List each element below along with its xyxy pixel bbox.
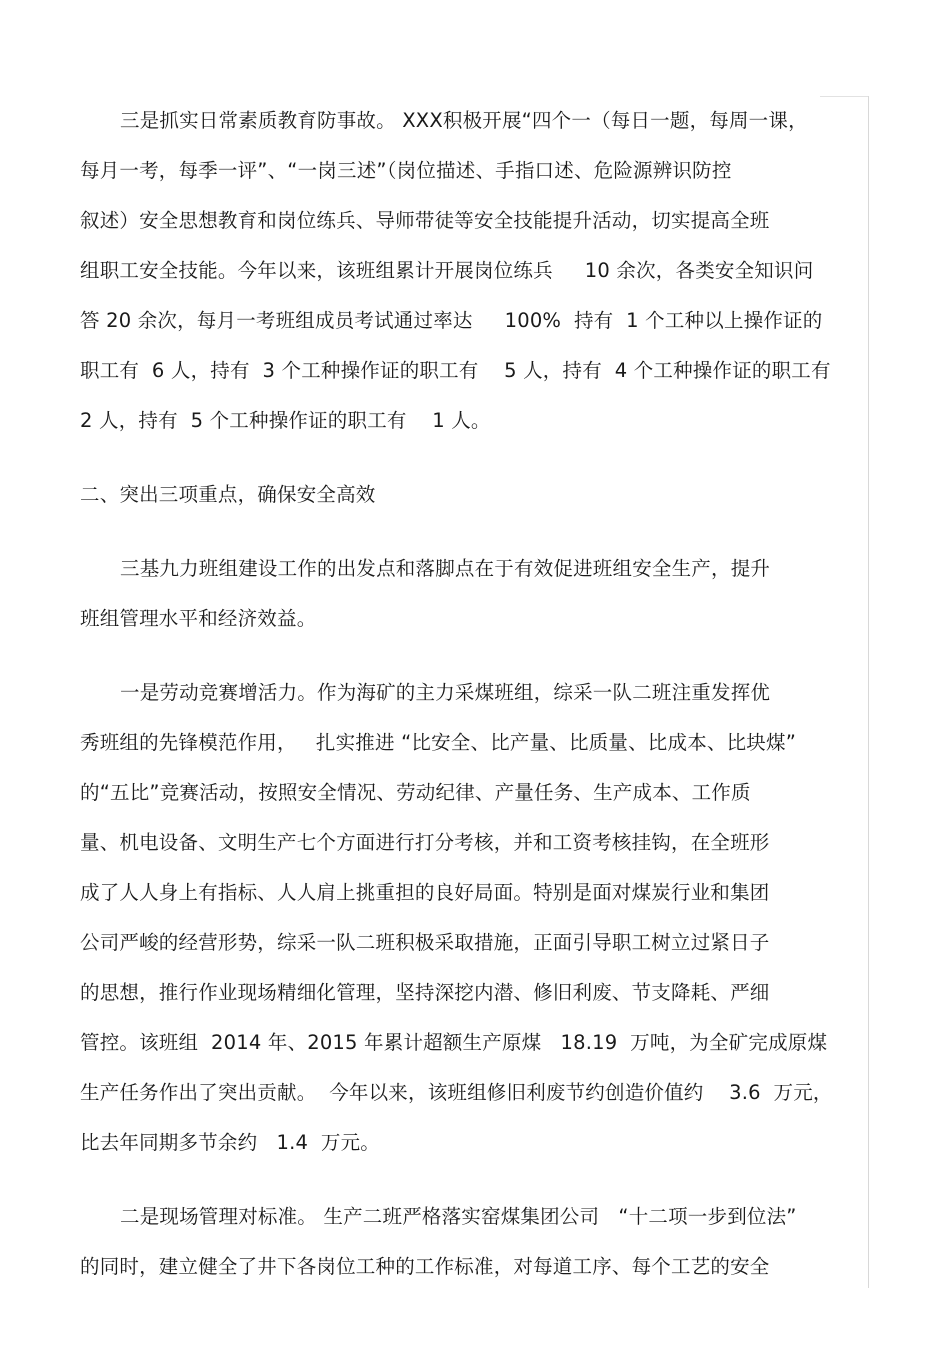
text-line: 公司严峻的经营形势，综采一队二班积极采取措施，正面引导职工树立过紧日子 — [80, 931, 770, 954]
paragraph-gap — [80, 1168, 870, 1192]
text-line: 生产任务作出了突出贡献。 今年以来，该班组修旧利废节约创造价值约 3.6 万元， — [80, 1081, 833, 1104]
paragraph-gap — [80, 644, 870, 668]
heading-line: 二、突出三项重点，确保安全高效 — [80, 483, 376, 506]
paragraph-gap — [80, 520, 870, 544]
document-body — [80, 96, 870, 1292]
text-line: 比去年同期多节余约 1.4 万元。 — [80, 1131, 381, 1154]
text-line: 叙述）安全思想教育和岗位练兵、导师带徒等安全技能提升活动，切实提高全班 — [80, 209, 770, 232]
text-line: 职工有 6 人，持有 3 个工种操作证的职工有 5 人，持有 4 个工种操作证的职工有 — [80, 359, 831, 382]
text-line: 二是现场管理对标准。 生产二班严格落实窑煤集团公司 “十二项一步到位法” — [120, 1205, 797, 1228]
paragraph-gap — [80, 446, 870, 470]
text-line: 的思想，推行作业现场精细化管理，坚持深挖内潜、修旧利废、节支降耗、严细 — [80, 981, 770, 1004]
text-line: 组职工安全技能。今年以来，该班组累计开展岗位练兵 10 余次，各类安全知识问 — [80, 259, 814, 282]
text-line: 的“五比”竞赛活动，按照安全情况、劳动纪律、产量任务、生产成本、工作质 — [80, 781, 751, 804]
paragraph-site-management — [80, 1192, 870, 1292]
text-line: 的同时，建立健全了井下各岗位工种的工作标准，对每道工序、每个工艺的安全 — [80, 1255, 770, 1278]
text-line: 成了人人身上有指标、人人肩上挑重担的良好局面。特别是面对煤炭行业和集团 — [80, 881, 770, 904]
section-heading — [80, 470, 870, 520]
paragraph-quality-education — [80, 96, 870, 446]
text-line: 2 人，持有 5 个工种操作证的职工有 1 人。 — [80, 409, 491, 432]
text-line: 管控。该班组 2014 年、2015 年累计超额生产原煤 18.19 万吨，为全矿完成原煤 — [80, 1031, 828, 1054]
text-line: 每月一考，每季一评”、“一岗三述”（岗位描述、手指口述、危险源辨识防控 — [80, 159, 732, 182]
text-line: 量、机电设备、文明生产七个方面进行打分考核，并和工资考核挂钩，在全班形 — [80, 831, 770, 854]
paragraph-labor-competition — [80, 668, 870, 1168]
text-line: 答 20 余次，每月一考班组成员考试通过率达 100% 持有 1 个工种以上操作证的 — [80, 309, 823, 332]
text-line: 班组管理水平和经济效益。 — [80, 607, 317, 630]
text-line: 秀班组的先锋模范作用， 扎实推进 “比安全、比产量、比质量、比成本、比块煤” — [80, 731, 796, 754]
paragraph-intro — [80, 544, 870, 644]
text-line: 三是抓实日常素质教育防事故。 XXX积极开展“四个一（每日一题，每周一课， — [120, 109, 808, 132]
text-line: 一是劳动竞赛增活力。作为海矿的主力采煤班组，综采一队二班注重发挥优 — [120, 681, 771, 704]
text-line: 三基九力班组建设工作的出发点和落脚点在于有效促进班组安全生产，提升 — [120, 557, 771, 580]
